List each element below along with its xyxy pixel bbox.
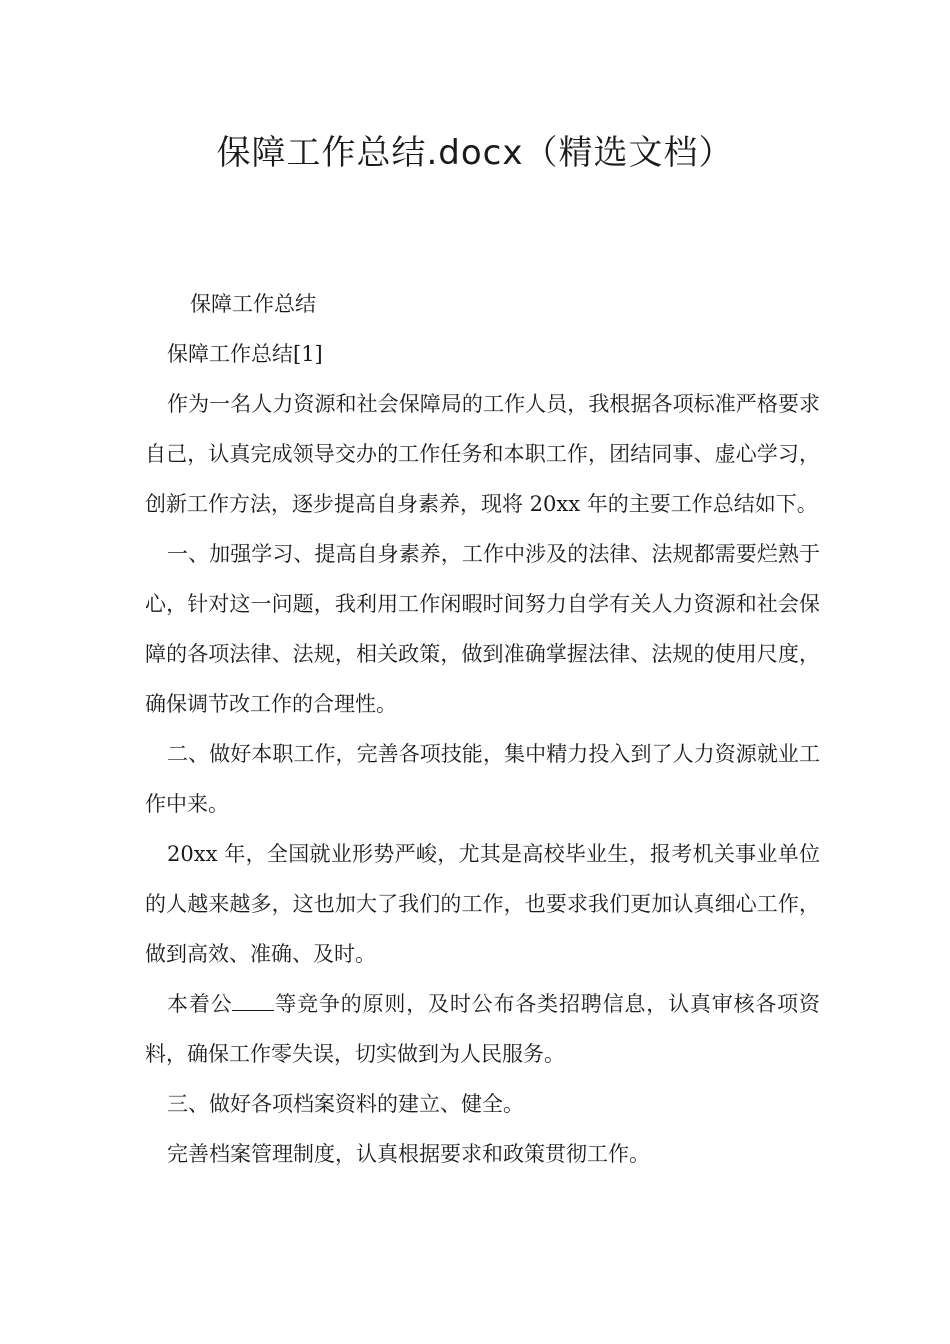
document-title: 保障工作总结.docx（精选文档） [216,133,734,173]
paragraph-recruitment [145,979,820,1079]
paragraph-intro: 作为一名人力资源和社会保障局的工作人员，我根据各项标准严格要求自己，认真完成领导交办的工作任务和本职工作，团结同事、虚心学习，创新工作方法，逐步提高自身素养，现将 20xx 年的主要工作总结如下。 [145,392,820,516]
section-subheading: 保障工作总结[1] [167,342,323,366]
fill-in-blank [232,990,274,1011]
paragraph-point-two: 二、做好本职工作，完善各项技能，集中精力投入到了人力资源就业工作中来。 [145,742,820,816]
section-heading: 保障工作总结 [190,292,316,316]
paragraph-point-one: 一、加强学习、提高自身素养，工作中涉及的法律、法规都需要烂熟于心，针对这一问题，我利用工作闲暇时间努力自学有关人力资源和社会保障的各项法律、法规，相关政策，做到准确掌握法律、法规的使用尺度，确保调节改工作的合理性。 [145,542,820,716]
paragraph-point-three: 三、做好各项档案资料的建立、健全。 [167,1092,524,1116]
paragraph-archive: 完善档案管理制度，认真根据要求和政策贯彻工作。 [167,1142,650,1166]
paragraph-employment: 20xx 年，全国就业形势严峻，尤其是高校毕业生，报考机关事业单位的人越来越多，这也加大了我们的工作，也要求我们更加认真细心工作，做到高效、准确、及时。 [145,842,820,966]
paragraph-recruitment-start: 本着公 [167,992,233,1016]
document-body [145,279,820,1179]
paragraph-recruitment-end: 等竞争的原则，及时公布各类招聘信息，认真审核各项资料，确保工作零失误，切实做到为人民服务。 [145,992,821,1066]
